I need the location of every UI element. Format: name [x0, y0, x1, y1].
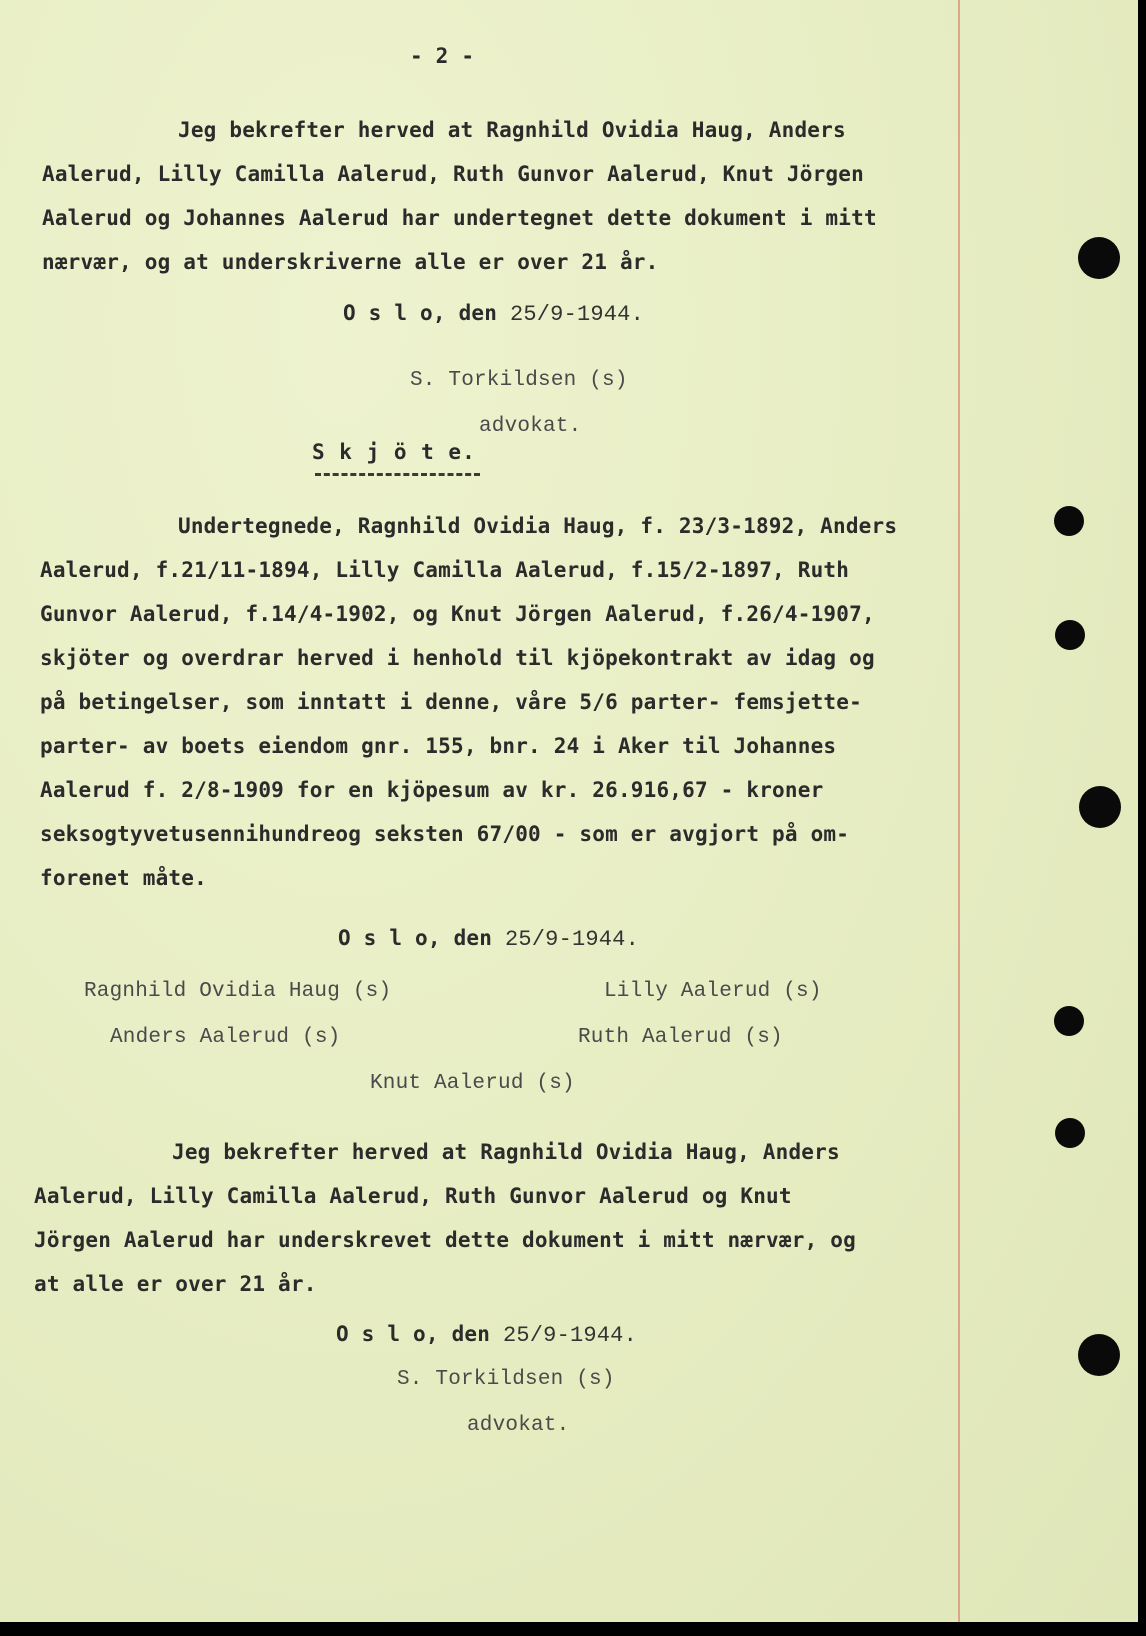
attestation-1-dateline: [343, 301, 644, 327]
place-text: O s l o, den: [343, 301, 510, 325]
attestation-1-signer: S. Torkildsen (s): [410, 369, 628, 392]
attestation-2-line: at alle er over 21 år.: [34, 1272, 317, 1296]
signature-ruth: Ruth Aalerud (s): [578, 1026, 783, 1049]
punch-hole: [1054, 1006, 1084, 1036]
signature-lilly: Lilly Aalerud (s): [604, 980, 822, 1003]
punch-hole: [1055, 1118, 1085, 1148]
date-text: 25/9-1944.: [502, 1323, 637, 1348]
signature-knut: Knut Aalerud (s): [370, 1072, 575, 1095]
margin-rule: [958, 0, 960, 1622]
punch-hole: [1054, 506, 1084, 536]
attestation-1-line: nærvær, og at underskriverne alle er over 21 år.: [42, 250, 659, 274]
attestation-2-signer-title: advokat.: [467, 1414, 570, 1437]
attestation-2-line: Jeg bekrefter herved at Ragnhild Ovidia Haug, Anders: [172, 1140, 840, 1164]
page-number: - 2 -: [410, 44, 475, 68]
punch-hole: [1055, 620, 1085, 650]
deed-line: parter- av boets eiendom gnr. 155, bnr. 24 i Aker til Johannes: [40, 734, 837, 758]
punch-hole: [1079, 786, 1121, 828]
attestation-2-line: Jörgen Aalerud har underskrevet dette dokument i mitt nærvær, og: [34, 1228, 856, 1252]
signature-anders: Anders Aalerud (s): [110, 1026, 341, 1049]
deed-line: Gunvor Aalerud, f.14/4-1902, og Knut Jörgen Aalerud, f.26/4-1907,: [40, 602, 875, 626]
deed-dateline: [338, 926, 639, 952]
attestation-2-line: Aalerud, Lilly Camilla Aalerud, Ruth Gunvor Aalerud og Knut: [34, 1184, 792, 1208]
attestation-1-signer-title: advokat.: [479, 415, 582, 438]
deed-line: på betingelser, som inntatt i denne, våre 5/6 parter- femsjette-: [40, 690, 862, 714]
attestation-1-line: Jeg bekrefter herved at Ragnhild Ovidia Haug, Anders: [178, 118, 846, 142]
deed-title: S k j ö t e.: [312, 440, 476, 464]
punch-hole: [1078, 1334, 1120, 1376]
deed-line: Undertegnede, Ragnhild Ovidia Haug, f. 23/3-1892, Anders: [178, 514, 898, 538]
deed-line: seksogtyvetusennihundreog seksten 67/00 - som er avgjort på om-: [40, 822, 850, 846]
attestation-1-line: Aalerud og Johannes Aalerud har undertegnet dette dokument i mitt: [42, 206, 877, 230]
date-text: 25/9-1944.: [509, 302, 644, 327]
attestation-2-signer: S. Torkildsen (s): [397, 1368, 615, 1391]
attestation-1-line: Aalerud, Lilly Camilla Aalerud, Ruth Gunvor Aalerud, Knut Jörgen: [42, 162, 864, 186]
place-text: O s l o, den: [338, 926, 505, 950]
deed-title-underline: [315, 473, 480, 476]
attestation-2-dateline: [336, 1322, 637, 1348]
place-text: O s l o, den: [336, 1322, 503, 1346]
signature-ragnhild: Ragnhild Ovidia Haug (s): [84, 980, 392, 1003]
deed-line: Aalerud f. 2/8-1909 for en kjöpesum av kr. 26.916,67 - kroner: [40, 778, 824, 802]
punch-hole: [1078, 237, 1120, 279]
deed-line: skjöter og overdrar herved i henhold til kjöpekontrakt av idag og: [40, 646, 875, 670]
deed-line: Aalerud, f.21/11-1894, Lilly Camilla Aalerud, f.15/2-1897, Ruth: [40, 558, 850, 582]
date-text: 25/9-1944.: [504, 927, 639, 952]
deed-line: forenet måte.: [40, 866, 207, 890]
